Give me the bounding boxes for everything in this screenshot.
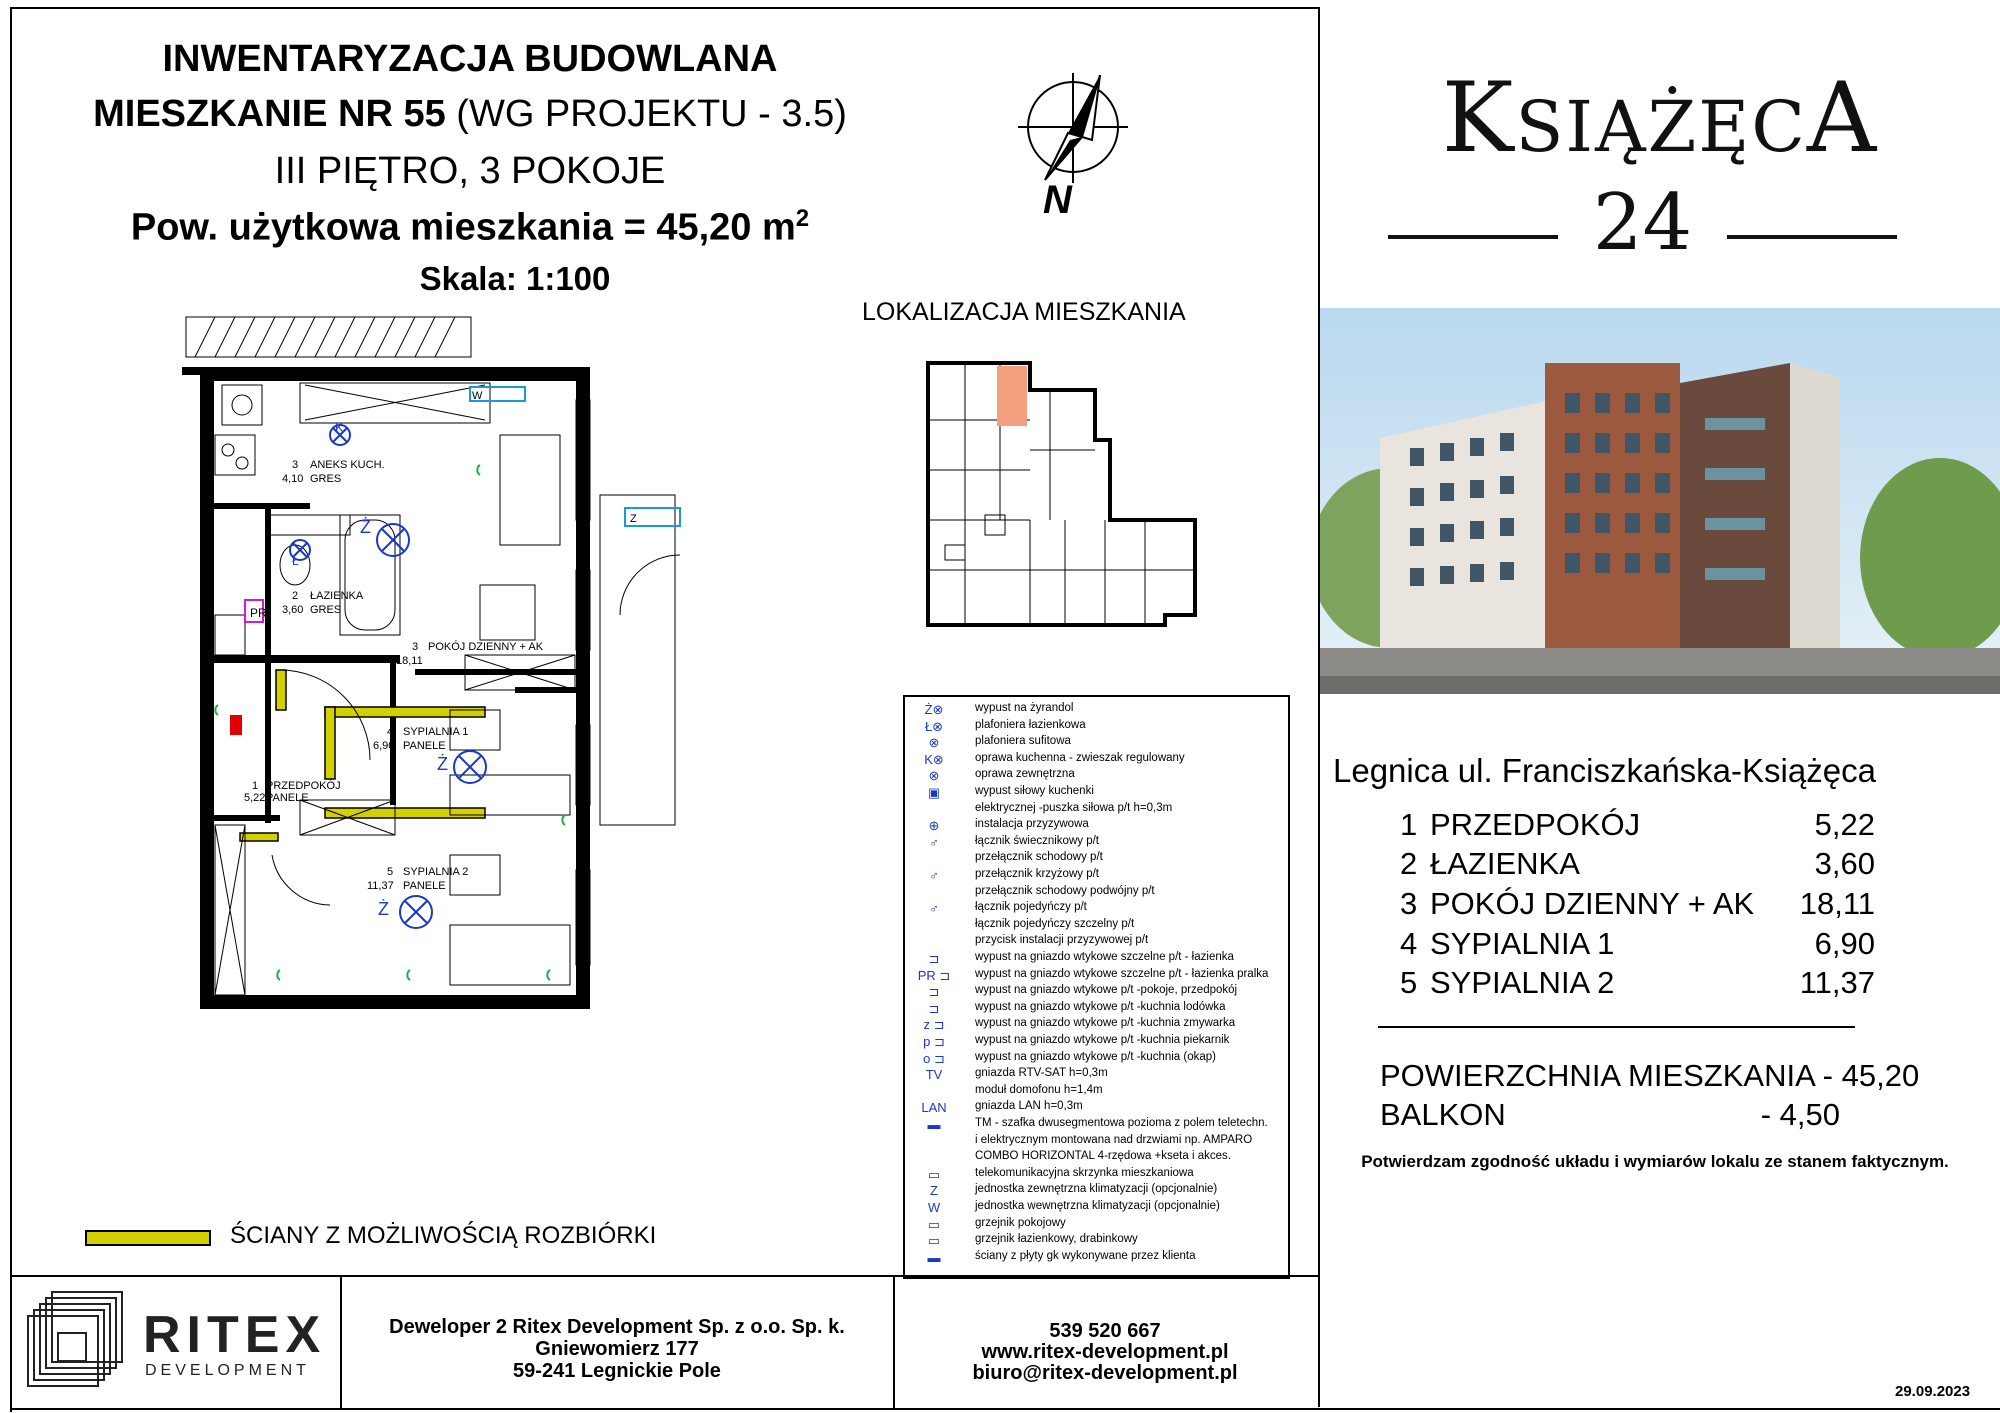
location-map (925, 360, 1205, 630)
developer-name: Deweloper 2 Ritex Development Sp. z o.o. Sp. k. (389, 1316, 845, 1338)
ritex-logo-sub: DEVELOPMENT (145, 1362, 310, 1379)
legend-symbol: ▣ (927, 785, 941, 800)
svg-text:Ż: Ż (360, 517, 371, 537)
legend-item-text: wypust na gniazdo wtykowe p/t -kuchnia (okap) (975, 1050, 1216, 1063)
svg-text:3,60: 3,60 (282, 604, 304, 616)
contact-website[interactable]: www.ritex-development.pl (981, 1341, 1229, 1363)
summary-divider (1378, 1026, 1855, 1028)
legend-symbol: z ⊐ (923, 1017, 945, 1033)
legend-symbol: TV (925, 1067, 943, 1083)
header-floor: III PIĘTRO, 3 POKOJE (274, 150, 666, 192)
legend-item-text: TM - szafka dwusegmentowa pozioma z polem teletechn. (975, 1117, 1268, 1129)
svg-text:ŁAZIENKA: ŁAZIENKA (310, 590, 364, 602)
legend-item-text: telekomunikacyjna skrzynka mieszkaniowa (975, 1166, 1194, 1179)
legend-item-text: wypust siłowy kuchenki (975, 785, 1094, 797)
svg-text:Ł: Ł (292, 554, 299, 568)
svg-text:SYPIALNIA 1: SYPIALNIA 1 (403, 726, 469, 738)
svg-text:PRZEDPOKÓJ: PRZEDPOKÓJ (266, 780, 341, 792)
frame-bottom (10, 1408, 2000, 1410)
legend-symbol: ▬ (927, 1249, 941, 1265)
legend-item-text: wypust na gniazdo wtykowe p/t -kuchnia piekarnik (975, 1034, 1230, 1046)
legend-symbol: K⊗ (924, 751, 944, 767)
svg-text:4,10: 4,10 (282, 473, 304, 485)
legend-item-text: wypust na gniazdo wtykowe p/t -kuchnia lodówka (975, 1000, 1226, 1013)
legend-symbol: ▬ (927, 1117, 941, 1132)
legend-item-text: jednostka wewnętrzna klimatyzacji (opcjonalnie) (975, 1200, 1220, 1212)
header-project-ref: (WG PROJEKTU - 3.5) (456, 93, 847, 135)
header-title: INWENTARYZACJA BUDOWLANA (162, 38, 778, 80)
legend-symbol: W (927, 1200, 941, 1215)
demolition-swatch (85, 1230, 211, 1246)
legend-symbol: p ⊐ (923, 1034, 945, 1049)
floor-plan (180, 315, 700, 1045)
summary-room-num: 1 (1400, 807, 1418, 842)
summary-room-num: 4 (1400, 926, 1418, 961)
svg-text:3: 3 (292, 459, 299, 471)
svg-text:PANELE: PANELE (403, 880, 446, 892)
legend-item-text: instalacja przyzywowa (975, 818, 1089, 831)
ritex-logo-name: RITEX (143, 1306, 327, 1364)
ritex-logo-icon (20, 1288, 130, 1398)
legend-item-text: łącznik pojedyńczy szczelny p/t (975, 917, 1135, 930)
legend-symbol: ▭ (927, 1233, 941, 1249)
svg-text:11,37: 11,37 (367, 880, 394, 892)
summary-room-name: ŁAZIENKA (1430, 846, 1580, 881)
summary-room-num: 2 (1400, 846, 1418, 881)
legend-item-text: COMBO HORIZONTAL 4-rzędowa +kseta i akces. (975, 1150, 1231, 1163)
legend-symbol: o ⊐ (923, 1050, 945, 1066)
svg-text:6,90: 6,90 (373, 740, 395, 752)
brand-line-right (1727, 235, 1897, 239)
summary-room-name: POKÓJ DZIENNY + AK (1430, 886, 1755, 921)
legend-item-text: gniazda RTV-SAT h=0,3m (975, 1067, 1108, 1080)
legend-symbol: ⊗ (928, 768, 940, 784)
svg-text:ANEKS KUCH.: ANEKS KUCH. (310, 459, 385, 471)
summary-total: POWIERZCHNIA MIESZKANIA - 45,20 (1380, 1058, 1920, 1093)
legend-symbol: PR ⊐ (917, 967, 951, 983)
summary-room-area: 3,60 (1814, 846, 1875, 881)
legend-item-text: elektrycznej -puszka siłowa p/t h=0,3m (975, 801, 1173, 814)
legend-item-text: i elektrycznym montowana nad drzwiami np. AMPARO (975, 1133, 1253, 1146)
address: Legnica ul. Franciszkańska-Książęca (1333, 752, 1876, 789)
legend-item-text: wypust na gniazdo wtykowe p/t -pokoje, przedpokój (975, 984, 1238, 997)
legend-item-text: przełącznik krzyżowy p/t (975, 868, 1099, 880)
legend-item-text: wypust na gniazdo wtykowe szczelne p/t - łazienka (975, 951, 1234, 963)
legend-symbol: Ż⊗ (924, 702, 944, 717)
legend-symbol: ♂ (929, 868, 939, 883)
summary-room-area: 18,11 (1799, 886, 1875, 921)
svg-text:1: 1 (252, 780, 259, 792)
brand-name (1320, 62, 2000, 174)
location-title: LOKALIZACJA MIESZKANIA (862, 298, 1186, 326)
legend-symbol: ♂ (929, 834, 939, 850)
svg-text:2: 2 (292, 590, 299, 602)
legend-symbol: ▭ (927, 1166, 941, 1182)
legend-item-text: wypust na żyrandol (975, 702, 1074, 714)
legend-item-text: gniazda LAN h=0,3m (975, 1100, 1083, 1113)
svg-text:GRES: GRES (310, 604, 342, 616)
brand-name-a: A (1806, 62, 1879, 174)
svg-text:3: 3 (412, 641, 419, 653)
legend-item-text: oprawa zewnętrzna (975, 768, 1075, 781)
summary-room-name: SYPIALNIA 1 (1430, 926, 1615, 961)
header-area-sup: 2 (795, 205, 810, 232)
header-area (0, 205, 1470, 250)
legend-item-text: moduł domofonu h=1,4m (975, 1083, 1103, 1096)
legend-symbol: Ł⊗ (924, 718, 944, 734)
legend-item-text: przełącznik schodowy podwójny p/t (975, 884, 1155, 897)
legend-item-text: plafoniera sufitowa (975, 735, 1071, 748)
summary-room-area: 5,22 (1814, 807, 1875, 842)
legend-item-text: plafoniera łazienkowa (975, 718, 1086, 731)
summary-room-num: 5 (1400, 965, 1418, 1000)
contact-email[interactable]: biuro@ritex-development.pl (972, 1362, 1238, 1384)
frame-top (10, 7, 1320, 9)
summary-room-name: SYPIALNIA 2 (1430, 965, 1615, 1000)
svg-text:Ż: Ż (437, 754, 448, 774)
building-photo (1320, 308, 2000, 694)
legend-symbol: ⊐ (928, 951, 940, 966)
svg-text:5,22: 5,22 (244, 792, 266, 804)
svg-text:5: 5 (387, 866, 394, 878)
location-highlight (997, 366, 1027, 426)
header-scale: Skala: 1:100 (419, 260, 611, 297)
brand-name-mid: SIĄŻĘC (1515, 86, 1807, 168)
svg-text:Ż: Ż (378, 899, 389, 919)
svg-text:PR: PR (250, 606, 267, 620)
legend-symbol: ⊐ (928, 984, 940, 1000)
document-date: 29.09.2023 (1895, 1383, 1971, 1400)
compass-north-label: N (1043, 178, 1072, 222)
compass-icon (1010, 65, 1140, 235)
legend-item-text: łącznik świecznikowy p/t (975, 834, 1099, 847)
legend-item-text: przycisk instalacji przyzywowej p/t (975, 934, 1149, 947)
legend-item-text: ściany z płyty gk wykonywane przez klienta (975, 1249, 1196, 1262)
legend-item-text: oprawa kuchenna - zwieszak regulowany (975, 751, 1185, 764)
svg-text:K: K (335, 420, 344, 435)
svg-text:4: 4 (387, 726, 394, 738)
svg-text:Z: Z (630, 513, 637, 525)
summary-room-area: 6,90 (1814, 926, 1875, 961)
svg-text:GRES: GRES (310, 473, 342, 485)
svg-text:W: W (472, 390, 483, 402)
svg-text:SYPIALNIA 2: SYPIALNIA 2 (403, 866, 469, 878)
confirm-statement: Potwierdzam zgodność układu i wymiarów lokalu ze stanem faktycznym. (1361, 1152, 1949, 1171)
legend-item-text: przełącznik schodowy p/t (975, 851, 1103, 864)
legend-item-text: wypust na gniazdo wtykowe szczelne p/t - łazienka pralka (975, 967, 1269, 980)
brand-line-left (1388, 235, 1558, 239)
svg-text:PANELE: PANELE (266, 792, 309, 804)
header-apartment (0, 93, 1470, 136)
svg-text:PANELE: PANELE (403, 740, 446, 752)
summary-room-area: 11,37 (1799, 965, 1875, 1000)
header-apartment-number: MIESZKANIE NR 55 (93, 93, 446, 135)
legend-item-text: łącznik pojedyńczy p/t (975, 901, 1087, 914)
developer-street: Gniewomierz 177 (535, 1338, 699, 1360)
contact-phone[interactable]: 539 520 667 (1049, 1320, 1161, 1342)
svg-text:POKÓJ DZIENNY + AK: POKÓJ DZIENNY + AK (428, 641, 544, 653)
legend-symbol: ⊕ (928, 818, 940, 834)
summary-room-name: PRZEDPOKÓJ (1430, 807, 1641, 842)
developer-city: 59-241 Legnickie Pole (513, 1360, 721, 1382)
svg-text:18,11: 18,11 (396, 655, 423, 667)
brand-number: 24 (1592, 178, 1693, 268)
legend-symbol: LAN (921, 1100, 947, 1116)
legend-item-text: wypust na gniazdo wtykowe p/t -kuchnia zmywarka (975, 1017, 1236, 1030)
brand-name-k: K (1441, 62, 1516, 174)
legend-item-text: grzejnik pokojowy (975, 1216, 1066, 1229)
summary-balcony-value: - 4,50 (1760, 1097, 1840, 1132)
header-area-text: Pow. użytkowa mieszkania = 45,20 m (130, 206, 796, 249)
legend-symbol: ⊐ (928, 1000, 940, 1016)
legend-item-text: grzejnik łazienkowy, drabinkowy (975, 1233, 1138, 1246)
legend-symbol: ⊗ (928, 735, 940, 751)
summary-room-num: 3 (1400, 886, 1418, 921)
legend-symbol: ▭ (927, 1216, 941, 1232)
legend-item-text: jednostka zewnętrzna klimatyzacji (opcjonalnie) (975, 1183, 1218, 1196)
demolition-label: ŚCIANY Z MOŻLIWOŚCIĄ ROZBIÓRKI (230, 1222, 657, 1249)
legend-symbol: ♂ (929, 901, 939, 917)
legend-symbol: Z (930, 1183, 938, 1199)
summary-balcony-label: BALKON (1380, 1097, 1506, 1132)
